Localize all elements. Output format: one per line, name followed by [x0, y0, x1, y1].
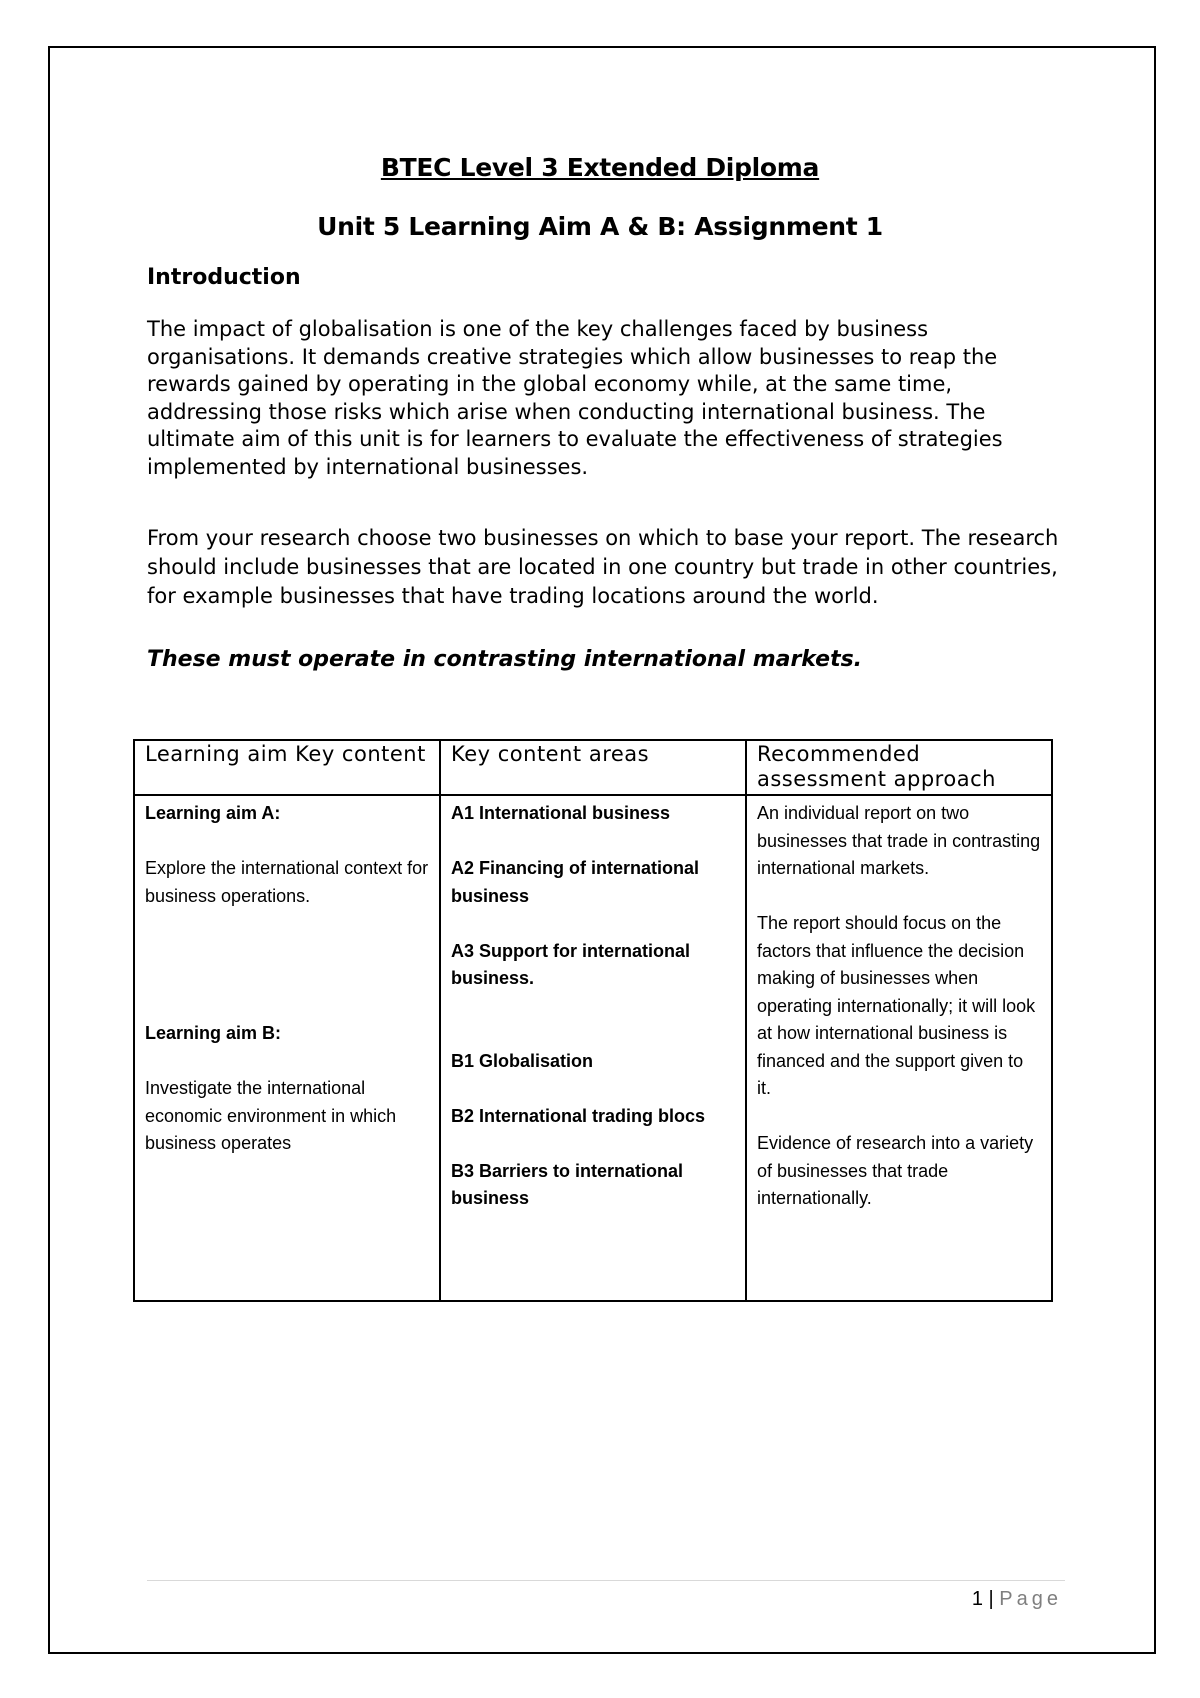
area-b2: B2 International trading blocs	[451, 1105, 706, 1126]
aim-b-label: Learning aim B:	[145, 1023, 282, 1043]
footer-divider	[147, 1580, 1065, 1581]
approach-paragraph-1: An individual report on two businesses that trade in contrasting international markets.	[757, 803, 1041, 878]
aim-a-label: Learning aim A:	[145, 803, 281, 823]
table-row	[134, 795, 1052, 1301]
key-content-areas-cell	[440, 795, 746, 1301]
approach-paragraph-2: The report should focus on the factors that influence the decision making of businesses when operating internationally; it will look at how international business is financed and the support given to it.	[757, 913, 1036, 1098]
emphasis-statement: These must operate in contrasting international markets.	[147, 647, 863, 672]
approach-paragraph-3: Evidence of research into a variety of businesses that trade internationally.	[757, 1133, 1034, 1208]
area-b1: B1 Globalisation	[451, 1050, 594, 1071]
header-key-content-areas: Key content areas	[440, 740, 746, 795]
page-label: Page	[999, 1588, 1062, 1610]
area-b3: B3 Barriers to international business	[451, 1160, 684, 1208]
intro-paragraph-1: The impact of globalisation is one of the key challenges faced by business organisations. It demands creative strategies which allow businesses to reap the rewards gained by operating in the global economy while, at the same time, addressing those risks which arise when conducting international business. The ultimate aim of this unit is for learners to evaluate the effectiveness of strategies implemented by international businesses.	[147, 317, 1003, 479]
area-a3: A3 Support for international business.	[451, 940, 691, 988]
learning-aims-cell	[134, 795, 440, 1301]
page-separator: |	[988, 1588, 994, 1610]
area-a1: A1 International business	[451, 803, 671, 823]
header-recommended-assessment-approach: Recommended assessment approach	[746, 740, 1052, 795]
table-header-row	[134, 740, 1052, 795]
page-footer	[972, 1588, 1062, 1611]
area-a2: A2 Financing of international business	[451, 858, 700, 906]
intro-paragraph-2: From your research choose two businesses on which to base your report. The research should include businesses that are located in one country but trade in other countries, for example businesses that have trading locations around the world.	[147, 526, 1059, 608]
section-heading-introduction: Introduction	[147, 265, 301, 290]
assessment-approach-cell	[746, 795, 1052, 1301]
document-subtitle: Unit 5 Learning Aim A & B: Assignment 1	[317, 212, 883, 241]
document-title: BTEC Level 3 Extended Diploma	[380, 153, 820, 182]
header-learning-aim-key-content: Learning aim Key content	[134, 740, 440, 795]
learning-aims-table	[133, 739, 1053, 1302]
page-number: 1	[971, 1588, 983, 1610]
aim-b-text: Investigate the international economic environment in which business operates	[145, 1078, 397, 1153]
aim-a-text: Explore the international context for business operations.	[145, 858, 429, 906]
